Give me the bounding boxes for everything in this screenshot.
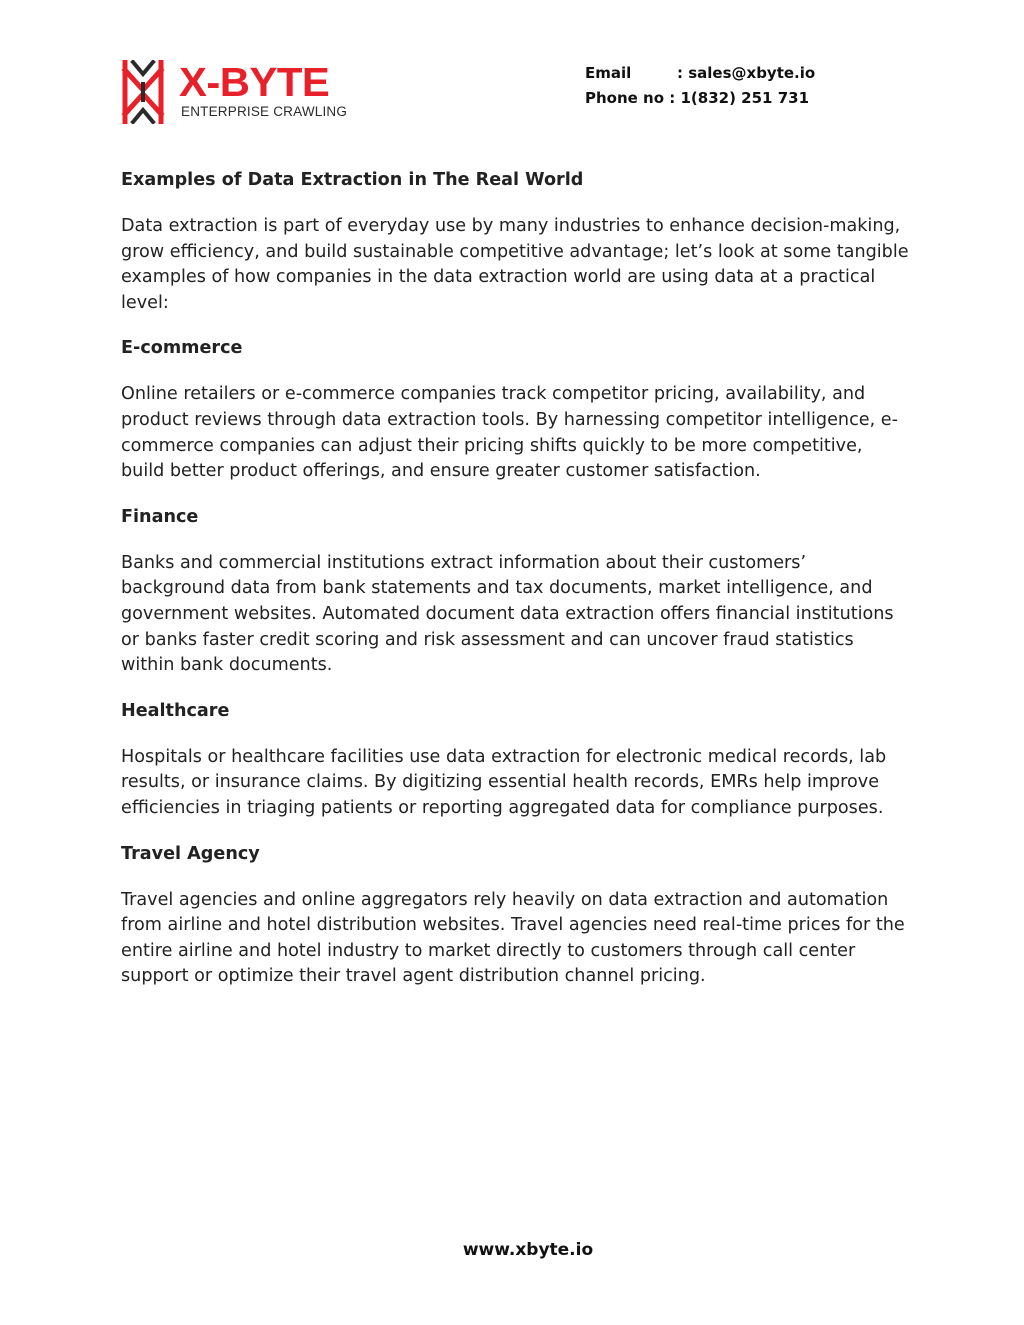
phone-value[interactable]: : 1(832) 251 731 — [669, 89, 810, 107]
email-row — [585, 61, 815, 86]
section-body-travel-agency: Travel agencies and online aggregators rely heavily on data extraction and automation from airline and hotel distribution websites. Travel agencies need real-time prices for the entire airline and hotel industry to market directly to customers through call center support or optimize their travel agent distribution channel pricing. — [121, 889, 905, 987]
section-heading-travel-agency: Travel Agency — [121, 843, 260, 864]
xbyte-logo — [121, 60, 361, 124]
section-body-finance: Banks and commercial institutions extract information about their customers’ background data from bank statements and tax documents, market intelligence, and government websites. Automated document data extraction offers financial institutions or banks faster credit scoring and risk assessment and can uncover fraud statistics within bank documents. — [121, 552, 894, 676]
xbyte-logo-mark-icon — [121, 60, 165, 124]
phone-row — [585, 86, 815, 111]
footer-website-link[interactable]: www.xbyte.io — [462, 1240, 594, 1260]
logo-subtitle: ENTERPRISE CRAWLING — [181, 104, 348, 119]
contact-block — [585, 61, 815, 111]
section-heading-finance: Finance — [121, 506, 199, 527]
phone-label: Phone no — [585, 89, 670, 107]
article-body — [121, 168, 911, 990]
section-body-healthcare: Hospitals or healthcare facilities use data extraction for electronic medical records, lab results, or insurance claims. By digitizing essential health records, EMRs help improve efficiencies in triaging patients or reporting aggregated data for compliance purposes. — [121, 746, 887, 818]
article-intro: Data extraction is part of everyday use by many industries to enhance decision-making, grow efficiency, and build sustainable competitive advantage; let’s look at some tangible examples of how companies in the data extraction world are using data at a practical level: — [121, 216, 909, 313]
article-title: Examples of Data Extraction in The Real World — [121, 170, 584, 190]
section-heading-healthcare: Healthcare — [121, 700, 230, 721]
section-heading-ecommerce: E-commerce — [121, 338, 243, 359]
email-label: Email — [585, 64, 632, 82]
email-value[interactable]: : sales@xbyte.io — [677, 64, 816, 82]
logo-title: X-BYTE — [179, 59, 330, 105]
section-body-ecommerce: Online retailers or e-commerce companies track competitor pricing, availability, and product reviews through data extraction tools. By harnessing competitor intelligence, e-commerce companies can adjust their pricing shifts quickly to be more competitive, build better product offerings, and ensure greater customer satisfaction. — [121, 384, 898, 482]
